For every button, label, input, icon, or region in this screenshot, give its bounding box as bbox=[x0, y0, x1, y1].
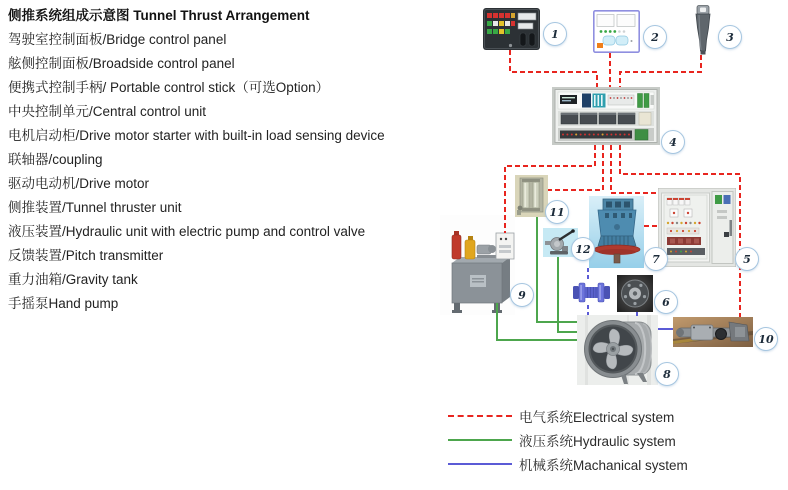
legend-label-mechanical: 机械系统Machanical system bbox=[519, 458, 688, 473]
central-control-unit-image bbox=[552, 87, 660, 145]
gravity-tank-image bbox=[515, 175, 548, 217]
list-item-drive-motor: 驱动电动机/Drive motor bbox=[8, 176, 150, 191]
component-number-badge-11: 11 bbox=[545, 200, 569, 224]
list-item-hand-pump: 手摇泵Hand pump bbox=[8, 296, 119, 311]
electrical-line-sample bbox=[448, 415, 512, 417]
page-title: 侧推系统组成示意图 Tunnel Thrust Arrangement bbox=[8, 8, 310, 23]
component-number-badge-10: 10 bbox=[754, 327, 778, 351]
list-item-broadside-control-panel: 舷侧控制面板/Broadside control panel bbox=[8, 56, 235, 71]
legend-row-hydraulic bbox=[448, 428, 688, 452]
motor-starter-cabinet-image bbox=[658, 188, 736, 267]
legend-row-mechanical bbox=[448, 452, 688, 476]
list-item-central-control-unit: 中央控制单元/Central control unit bbox=[8, 104, 207, 119]
shaft-coupling-render-image bbox=[573, 280, 610, 305]
pitch-transmitter-image bbox=[673, 317, 753, 347]
list-item-portable-control-stick: 便携式控制手柄/ Portable control stick（可选Option） bbox=[8, 80, 330, 95]
list-item-hydraulic-unit: 液压装置/Hydraulic unit with electric pump and control valve bbox=[8, 224, 366, 239]
mechanical-line-sample bbox=[448, 463, 512, 465]
component-number-badge-9: 9 bbox=[510, 283, 534, 307]
component-number-badge-1: 1 bbox=[543, 22, 567, 46]
broadside-control-panel-image bbox=[593, 10, 640, 53]
list-item-gravity-tank: 重力油箱/Gravity tank bbox=[8, 272, 138, 287]
component-number-badge-12: 12 bbox=[571, 237, 595, 261]
component-number-badge-3: 3 bbox=[718, 25, 742, 49]
list-item-coupling: 联轴器/coupling bbox=[8, 152, 103, 167]
bridge-control-panel-image bbox=[483, 8, 540, 50]
coupling-image bbox=[617, 275, 653, 312]
drive-motor-image bbox=[589, 196, 644, 268]
component-number-badge-2: 2 bbox=[643, 25, 667, 49]
tunnel-thruster-image bbox=[577, 315, 658, 385]
component-number-badge-8: 8 bbox=[655, 362, 679, 386]
legend-row-electrical bbox=[448, 404, 688, 428]
list-item-drive-motor-starter: 电机启动柜/Drive motor starter with built-in load sensing device bbox=[8, 128, 385, 143]
list-item-bridge-control-panel: 驾驶室控制面板/Bridge control panel bbox=[8, 32, 227, 47]
legend-label-hydraulic: 液压系统Hydraulic system bbox=[519, 434, 676, 449]
legend bbox=[448, 404, 688, 476]
component-number-badge-4: 4 bbox=[661, 130, 685, 154]
portable-control-stick-image bbox=[690, 5, 716, 55]
list-item-tunnel-thruster-unit: 侧推装置/Tunnel thruster unit bbox=[8, 200, 182, 215]
legend-label-electrical: 电气系统Electrical system bbox=[519, 410, 675, 425]
list-item-pitch-transmitter: 反馈装置/Pitch transmitter bbox=[8, 248, 164, 263]
component-number-badge-7: 7 bbox=[644, 247, 668, 271]
hydraulic-unit-image bbox=[440, 215, 515, 315]
hydraulic-line-sample bbox=[448, 439, 512, 441]
component-list bbox=[8, 4, 385, 316]
component-number-badge-6: 6 bbox=[654, 290, 678, 314]
component-number-badge-5: 5 bbox=[735, 247, 759, 271]
